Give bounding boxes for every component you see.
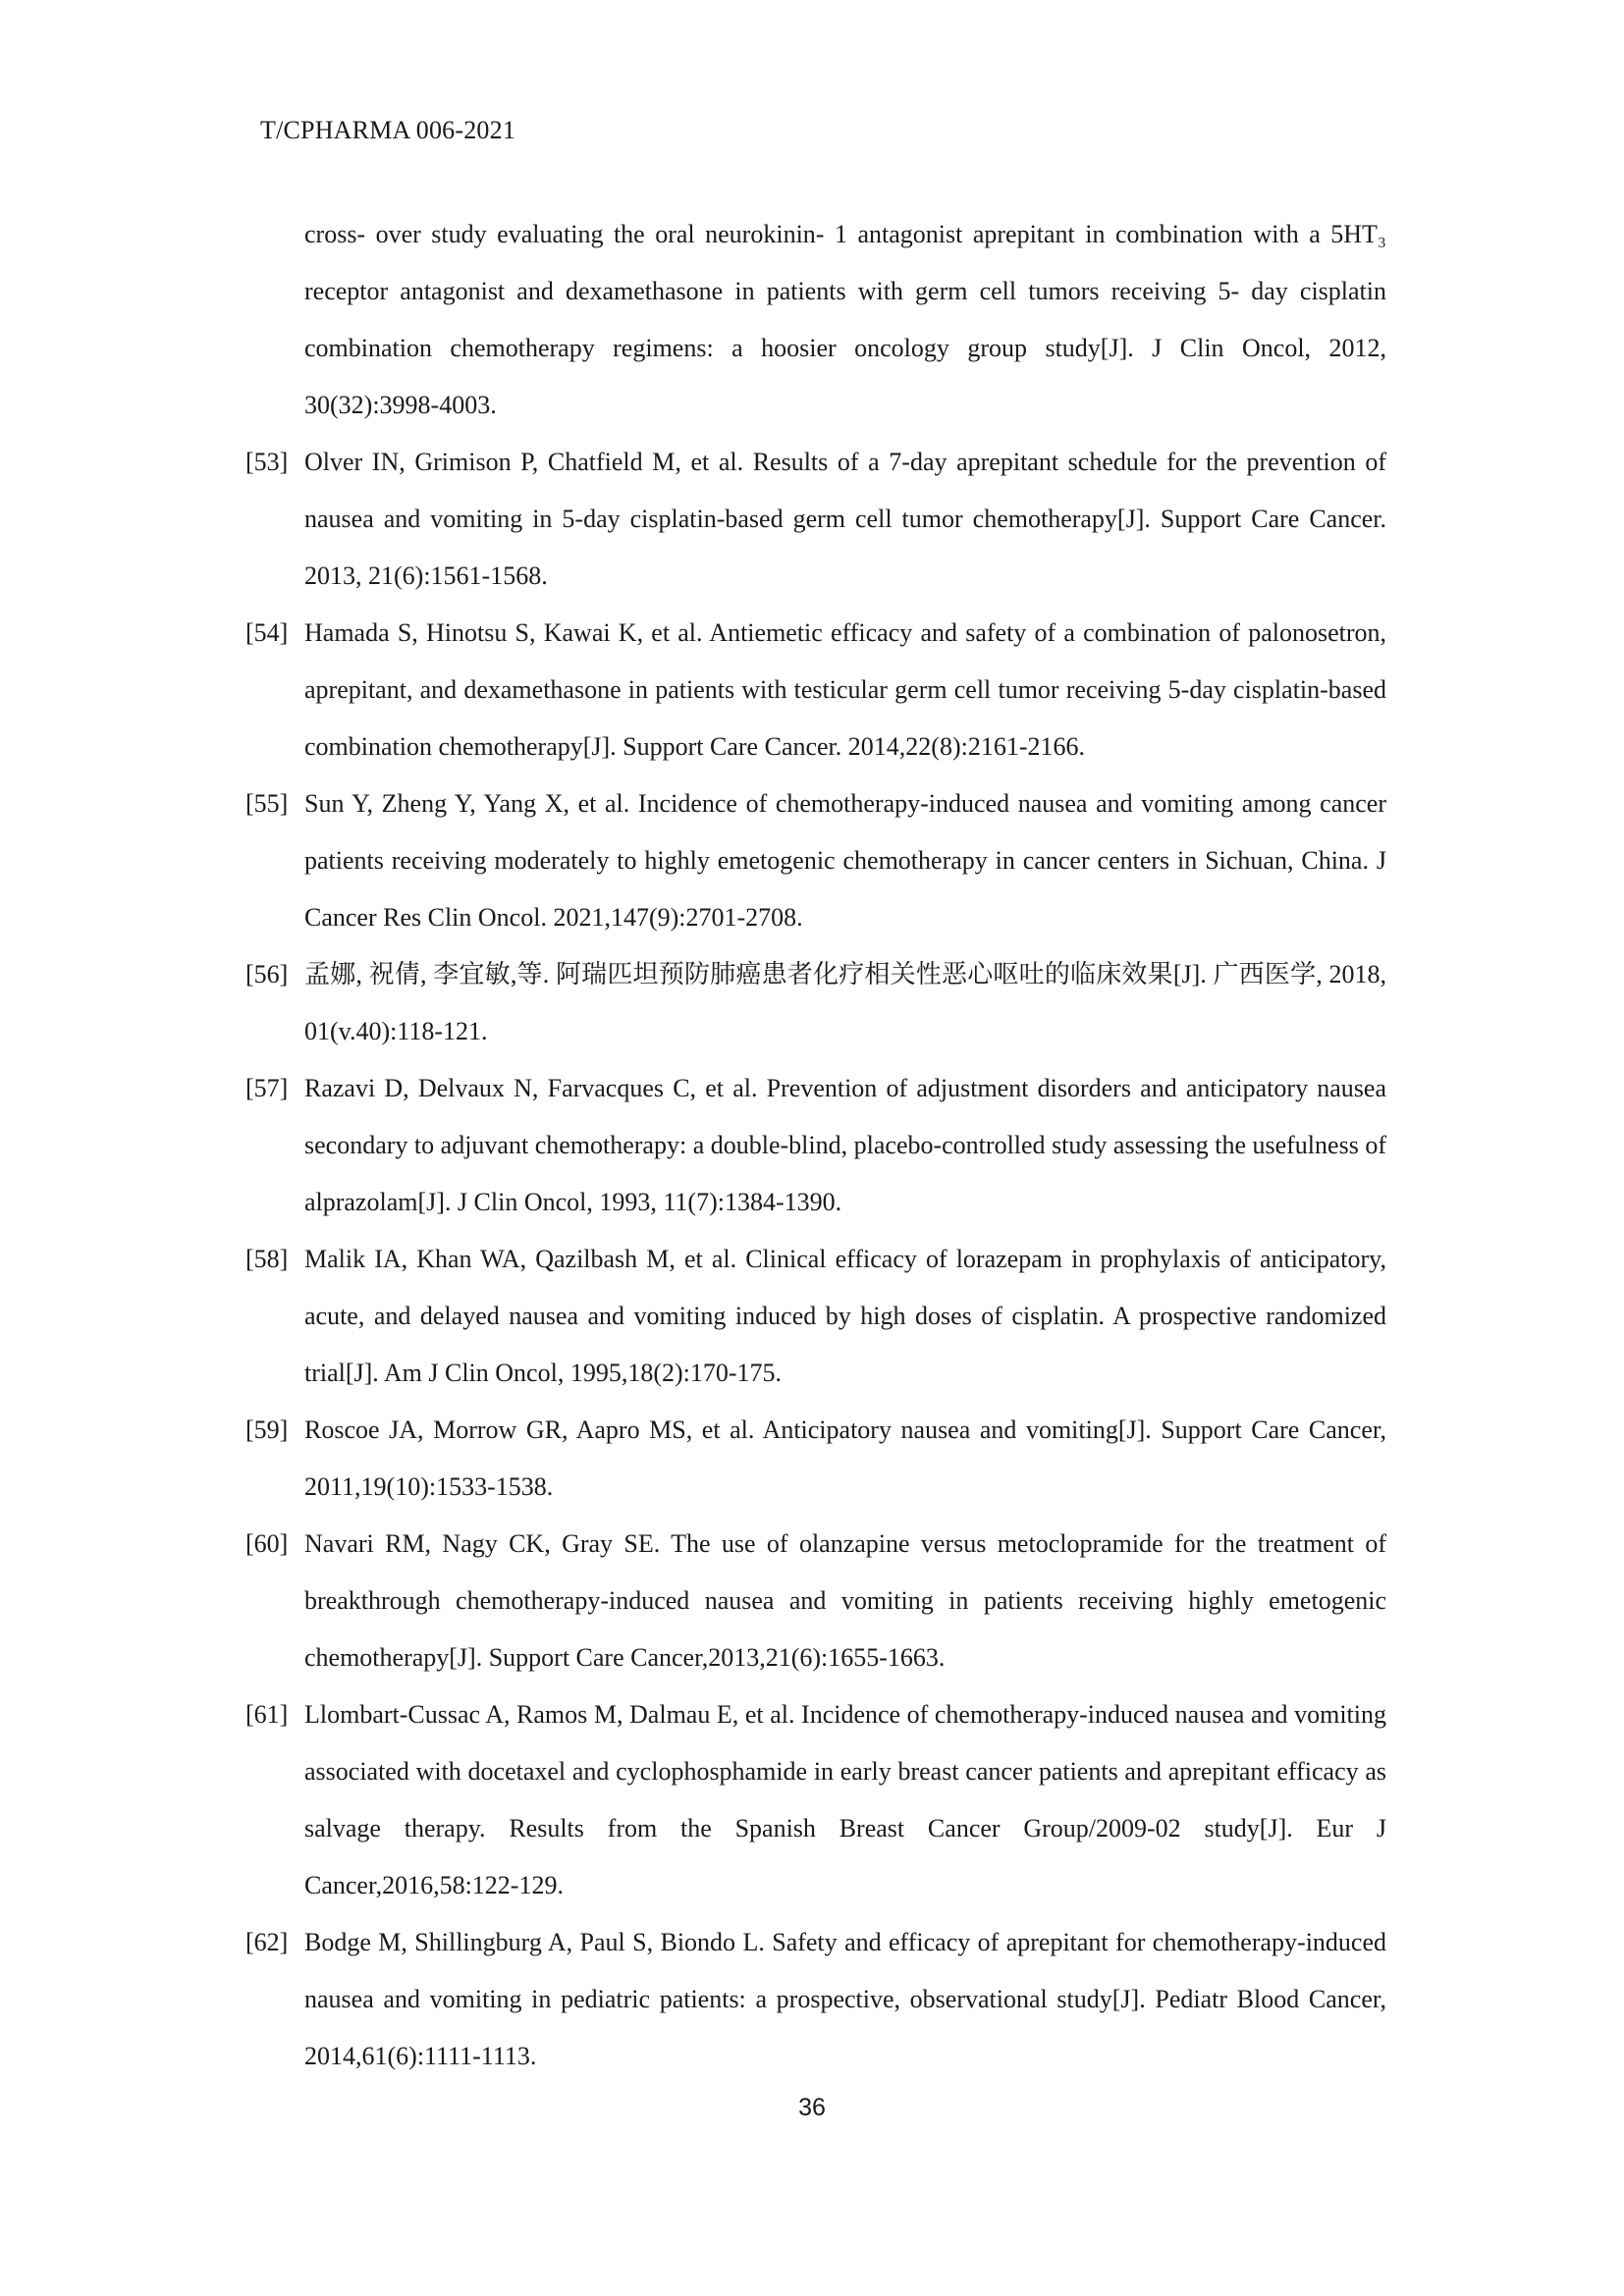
reference-text: Roscoe JA, Morrow GR, Aapro MS, et al. Anticipatory nausea and vomiting[J]. Support Care Cancer, 2011,19(10):1533-1538. (304, 1415, 1386, 1501)
reference-text: Hamada S, Hinotsu S, Kawai K, et al. Antiemetic efficacy and safety of a combination of palonosetron, aprepitant, and dexamethasone in patients with testicular germ cell tumor receiving 5-day cisplatin-based combination chemotherapy[J]. Support Care Cancer. 2014,22(8):2161-2166. (304, 618, 1386, 761)
reference-item (245, 605, 1386, 775)
reference-number: [62] (245, 1928, 289, 1956)
reference-text: 孟娜, 祝倩, 李宜敏,等. 阿瑞匹坦预防肺癌患者化疗相关性恶心呕吐的临床效果[J]. 广西医学, 2018, 01(v.40):118-121. (304, 960, 1386, 1045)
reference-number: [53] (245, 448, 289, 476)
reference-text: Navari RM, Nagy CK, Gray SE. The use of olanzapine versus metoclopramide for the treatment of breakthrough chemotherapy-induced nausea and vomiting in patients receiving highly emetogenic chemotherapy[J]. Support Care Cancer,2013,21(6):1655-1663. (304, 1529, 1386, 1672)
reference-text: Sun Y, Zheng Y, Yang X, et al. Incidence of chemotherapy-induced nausea and vomiting among cancer patients receiving moderately to highly emetogenic chemotherapy in cancer centers in Sichuan, China. J Cancer Res Clin Oncol. 2021,147(9):2701-2708. (304, 789, 1386, 932)
reference-item (245, 775, 1386, 946)
reference-item (245, 946, 1386, 1060)
reference-text: Olver IN, Grimison P, Chatfield M, et al. Results of a 7-day aprepitant schedule for the prevention of nausea and vomiting in 5-day cisplatin-based germ cell tumor chemotherapy[J]. Support Care Cancer. 2013, 21(6):1561-1568. (304, 448, 1386, 590)
reference-number: [55] (245, 789, 289, 818)
reference-item (245, 1914, 1386, 2085)
reference-number: [57] (245, 1074, 289, 1102)
page-number: 36 (798, 2094, 826, 2121)
reference-number: [59] (245, 1415, 289, 1444)
reference-list (245, 206, 1386, 2085)
reference-item (245, 1516, 1386, 1686)
reference-item (245, 1686, 1386, 1914)
reference-number: [54] (245, 618, 289, 647)
reference-item (245, 434, 1386, 605)
page-header-standard-code: T/CPHARMA 006-2021 (260, 116, 516, 144)
reference-continuation: cross‑ over study evaluating the oral neurokinin‑ 1 antagonist aprepitant in combination with a 5HT₃ receptor antagonist and dexamethasone in patients with germ cell tumors receiving 5‑ day cisplatin combination chemotherapy regimens: a hoosier oncology group study[J]. J Clin Oncol, 2012, 30(32):3998-4003. (304, 220, 1386, 419)
reference-text: Malik IA, Khan WA, Qazilbash M, et al. Clinical efficacy of lorazepam in prophylaxis of anticipatory, acute, and delayed nausea and vomiting induced by high doses of cisplatin. A prospective randomized trial[J]. Am J Clin Oncol, 1995,18(2):170-175. (304, 1245, 1386, 1387)
reference-number: [60] (245, 1529, 289, 1558)
reference-item (245, 1402, 1386, 1516)
reference-item (245, 1060, 1386, 1231)
reference-text: Razavi D, Delvaux N, Farvacques C, et al. Prevention of adjustment disorders and anticipatory nausea secondary to adjuvant chemotherapy: a double-blind, placebo-controlled study assessing the usefulness of alprazolam[J]. J Clin Oncol, 1993, 11(7):1384-1390. (304, 1074, 1386, 1216)
reference-number: [61] (245, 1700, 289, 1729)
reference-text: Bodge M, Shillingburg A, Paul S, Biondo L. Safety and efficacy of aprepitant for chemotherapy-induced nausea and vomiting in pediatric patients: a prospective, observational study[J]. Pediatr Blood Cancer, 2014,61(6):1111-1113. (304, 1928, 1386, 2070)
reference-text: Llombart-Cussac A, Ramos M, Dalmau E, et al. Incidence of chemotherapy-induced nausea and vomiting associated with docetaxel and cyclophosphamide in early breast cancer patients and aprepitant efficacy as salvage therapy. Results from the Spanish Breast Cancer Group/2009-02 study[J]. Eur J Cancer,2016,58:122-129. (304, 1700, 1386, 1899)
reference-number: [58] (245, 1245, 289, 1273)
reference-item (245, 1231, 1386, 1402)
reference-number: [56] (245, 960, 289, 988)
